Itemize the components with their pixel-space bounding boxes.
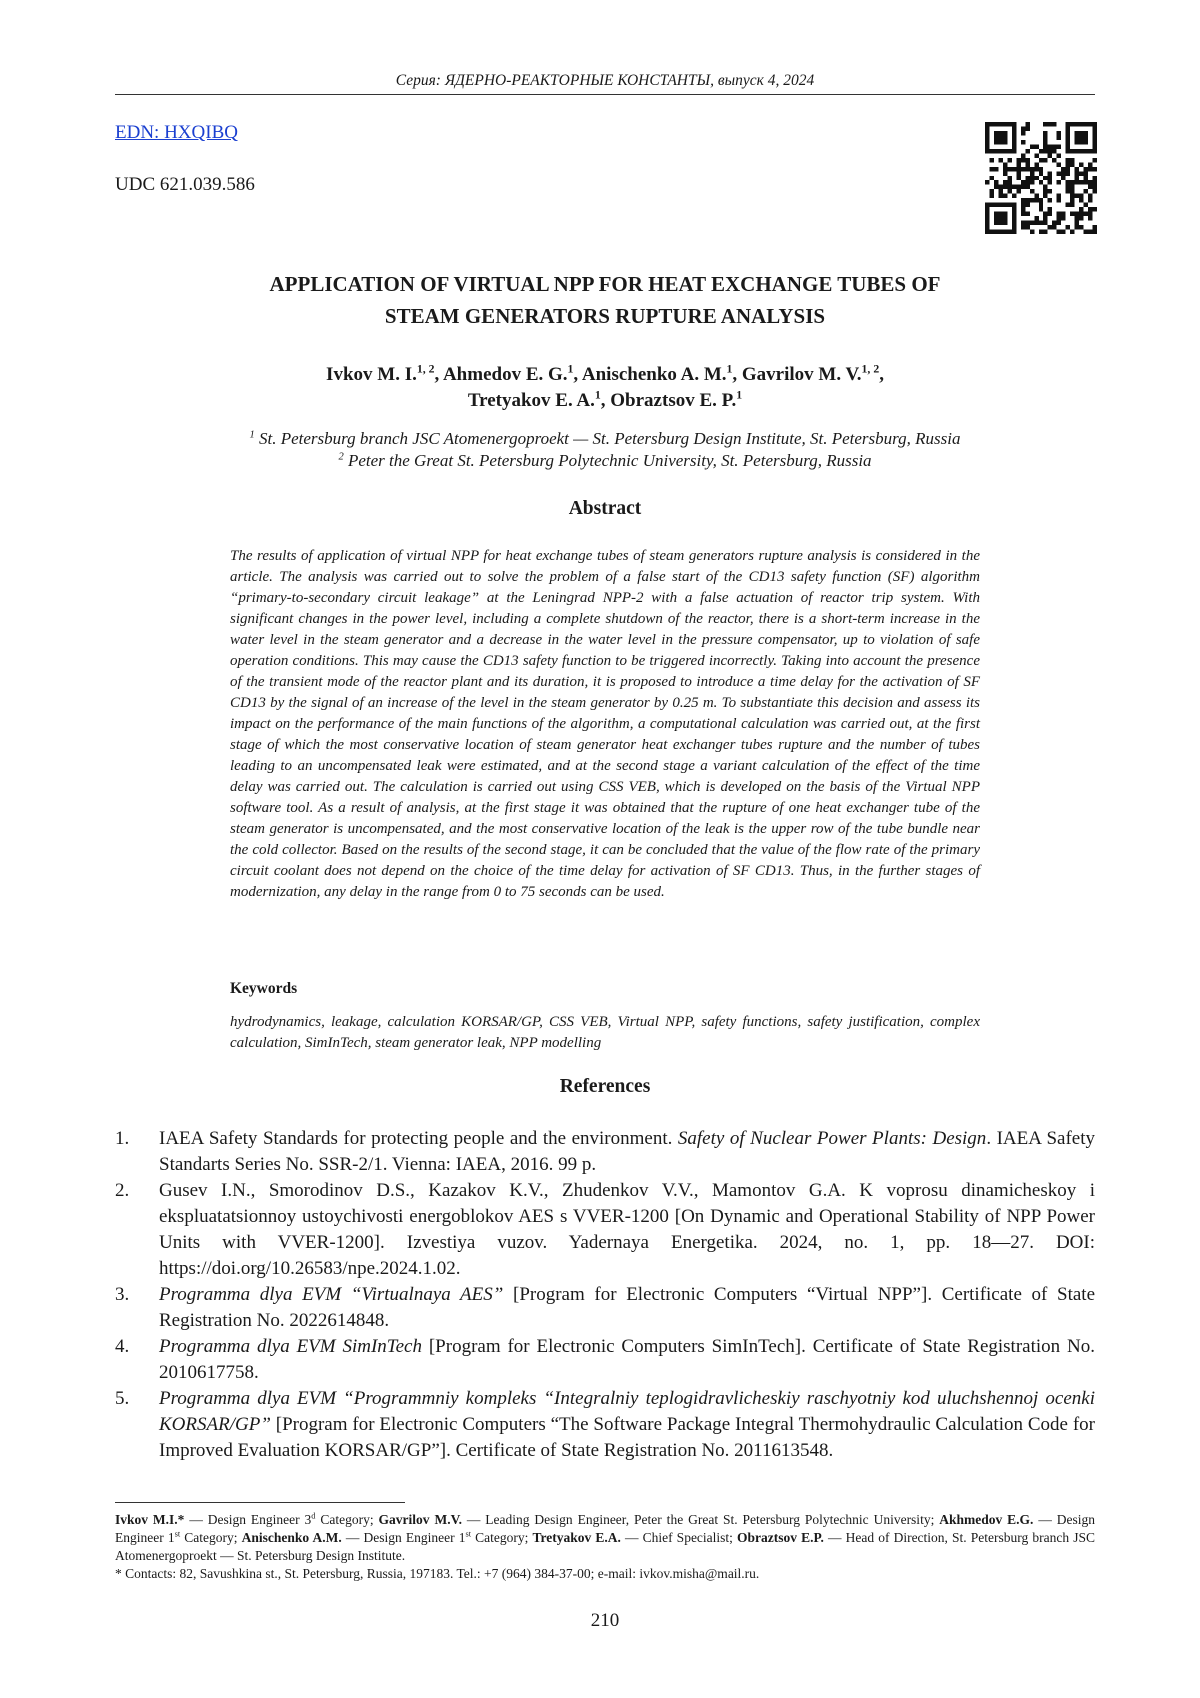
footnote-author: Gavrilov M.V. [378,1512,462,1527]
affiliation [115,450,1095,472]
footnote-author: Ivkov M.I.* [115,1512,185,1527]
contacts-footnote: * Contacts: 82, Savushkina st., St. Petersburg, Russia, 197183. Tel.: +7 (964) 384-37-00; e-mail: ivkov.misha@mail.ru. [115,1566,760,1581]
reference-item [115,1282,1095,1334]
reference-item [115,1126,1095,1178]
footnote-text: Category; [180,1530,242,1545]
affiliation-text: Peter the Great St. Petersburg Polytechnic University, St. Petersburg, Russia [347,451,872,470]
footnote-text: — Leading Design Engineer, Peter the Great St. Petersburg Polytechnic University; [461,1512,935,1527]
abstract-heading: Abstract [568,498,642,519]
author-separator: , [732,364,742,385]
footnote-author: Obraztsov E.P. [737,1530,824,1545]
footnote-text: — Chief Specialist; [620,1530,738,1545]
references-list [115,1126,1095,1464]
footnote-author: Anischenko A.M. [241,1530,342,1545]
footnote-author: Tretyakov E.A. [532,1530,621,1545]
reference-text: Gusev I.N., Smorodinov D.S., Kazakov K.V., Zhudenkov V.V., Mamontov G.A. K voprosu dinamicheskoy i ekspluatatsionnoy ustoychivosti energoblokov AES s VVER-1200 [On Dynamic and Operational Stability of NPP Power Units with VVER-1200]. Izvestiya vuzov. Yadernaya Energetika. 2024, no. 1, pp. 18—27. DOI: https://doi.org/10.26583/npe.2024.1.02. [159,1180,1095,1279]
affiliation-number: 1 [249,429,255,441]
author-list [115,362,1095,414]
author-affiliation: 1 [594,388,601,402]
author-line [115,388,1095,414]
author-affiliation: 1 [736,388,743,402]
reference-text: [Program for Electronic Computers SimInTech]. Certificate of State Registration No. 2010617758. [159,1336,1095,1383]
edn-link[interactable]: EDN: HXQIBQ [115,122,238,143]
footnote-sup: st [465,1529,472,1539]
author-name: Tretyakov E. A. [467,390,595,411]
author-affiliation: 1, 2 [861,362,880,376]
udc-code: UDC 621.039.586 [115,174,255,195]
footnote-divider [115,1502,405,1503]
series-title: ЯДЕРНО-РЕАКТОРНЫЕ КОНСТАНТЫ, выпуск 4, 2024 [444,72,815,89]
reference-item [115,1386,1095,1464]
author-affiliation: 1 [567,362,574,376]
reference-number: 4. [115,1336,130,1357]
affiliation-text: St. Petersburg branch JSC Atomenergoproekt — St. Petersburg Design Institute, St. Petersburg, Russia [259,429,961,448]
references-heading: References [559,1076,651,1097]
reference-text: IAEA Safety Standards for protecting people and the environment. [159,1128,678,1149]
keywords-heading: Keywords [230,980,298,997]
reference-item [115,1334,1095,1386]
author-affiliation: 1, 2 [416,362,435,376]
reference-number: 1. [115,1128,130,1149]
reference-italic: Programma dlya EVM “Virtualnaya AES” [159,1284,504,1305]
footnote-author: Akhmedov E.G. [939,1512,1034,1527]
author-separator: , [434,364,443,385]
reference-number: 3. [115,1284,130,1305]
series-label: Серия: [395,72,441,89]
reference-text: [Program for Electronic Computers “Virtual NPP”]. Certificate of State Registration No. 2022614848. [159,1284,1095,1331]
author-separator: , [573,364,582,385]
footnote-text: — Design Engineer 1 [115,1512,1096,1545]
footnote-text: — Design Engineer 3 [184,1512,312,1527]
abstract-text: The results of application of virtual NPP for heat exchange tubes of steam generators rupture analysis is considered in the article. The analysis was carried out to solve the problem of a false start of the CD13 safety function (SF) algorithm “primary-to-secondary circuit leakage” at the Leningrad NPP-2 with a false actuation of reactor trip system. With significant changes in the power level, including a complete shutdown of the reactor, there is a short-term increase in the water level in the steam generator and a decrease in the water level in the pressure compensator, up to violation of safe operation conditions. This may cause the CD13 safety function to be triggered incorrectly. Taking into account the presence of the transient mode of the reactor plant and its duration, it is proposed to introduce a time delay for the activation of SF CD13 by the signal of an increase of the level in the steam generator by 0.25 m. To substantiate this decision and assess its impact on the performance of the main functions of the algorithm, a computational calculation was carried out, at the first stage of which the most conservative location of steam generator heat exchanger tubes rupture and the number of tubes leading to an uncompensated leak were estimated, and at the second stage a variant calculation of the effect of the time delay was carried out. The calculation is carried out using CSS VEB, which is developed on the basis of the Virtual NPP software tool. As a result of analysis, at the first stage it was obtained that the rupture of one heat exchanger tube of the steam generator is uncompensated, and the most conservative location of the leak is the upper row of the tube bundle near the cold collector. Based on the results of the second stage, it can be concluded that the value of the flow rate of the primary circuit coolant does not depend on the choice of the time delay for activation of SF CD13. Thus, in the further stages of modernization, any delay in the range from 0 to 75 seconds can be used. [230,548,980,900]
author-name: Ahmedov E. G. [442,364,568,385]
page-number: 210 [590,1610,620,1631]
title-line: APPLICATION OF VIRTUAL NPP FOR HEAT EXCHANGE TUBES OF [269,272,941,296]
author-name: Gavrilov M. V. [741,364,862,385]
author-line [115,362,1095,388]
affiliations [115,428,1095,472]
footnote-text: — Head of Direction, St. Petersburg branch JSC Atomenergoproekt — St. Petersburg Design Institute. [115,1530,1095,1563]
author-name: Anischenko A. M. [581,364,727,385]
footnote-sup: st [174,1529,181,1539]
author-separator: , [600,390,611,411]
reference-italic: Programma dlya EVM “Programmniy kompleks “Integralniy teplogidravlicheskiy raschyotniy kod uluchshennoj ocenki KORSAR/GP” [159,1388,1095,1435]
author-footnote [115,1511,1095,1565]
keywords-text: hydrodynamics, leakage, calculation KORSAR/GP, CSS VEB, Virtual NPP, safety functions, safety justification, complex calculation, SimInTech, steam generator leak, NPP modelling [230,1014,980,1051]
footnote-text: Category; [315,1512,379,1527]
title-line: STEAM GENERATORS RUPTURE ANALYSIS [384,304,826,328]
author-affiliation: 1 [726,362,733,376]
reference-item [115,1178,1095,1282]
reference-number: 2. [115,1180,130,1201]
reference-italic: Safety of Nuclear Power Plants: Design [677,1128,987,1149]
footnotes [115,1511,1095,1583]
article-title [115,268,1095,332]
qr-code-icon [985,122,1097,234]
running-header [115,72,1095,95]
affiliation-number: 2 [338,451,344,463]
footnote-text: — Design Engineer 1 [341,1530,466,1545]
reference-text: . IAEA Safety Standarts Series No. SSR-2/1. Vienna: IAEA, 2016. 99 p. [159,1128,1096,1175]
footnote-text: Category; [471,1530,533,1545]
affiliation [115,428,1095,450]
author-name: Obraztsov E. P. [610,390,737,411]
reference-number: 5. [115,1388,130,1409]
footnote-sup: d [311,1511,316,1521]
reference-italic: Programma dlya EVM SimInTech [159,1336,422,1357]
author-separator: , [879,364,884,385]
reference-text: [Program for Electronic Computers “The Software Package Integral Thermohydraulic Calculation Code for Improved Evaluation KORSAR/GP”]. Certificate of State Registration No. 2011613548. [159,1414,1095,1461]
author-name: Ivkov M. I. [326,364,417,385]
